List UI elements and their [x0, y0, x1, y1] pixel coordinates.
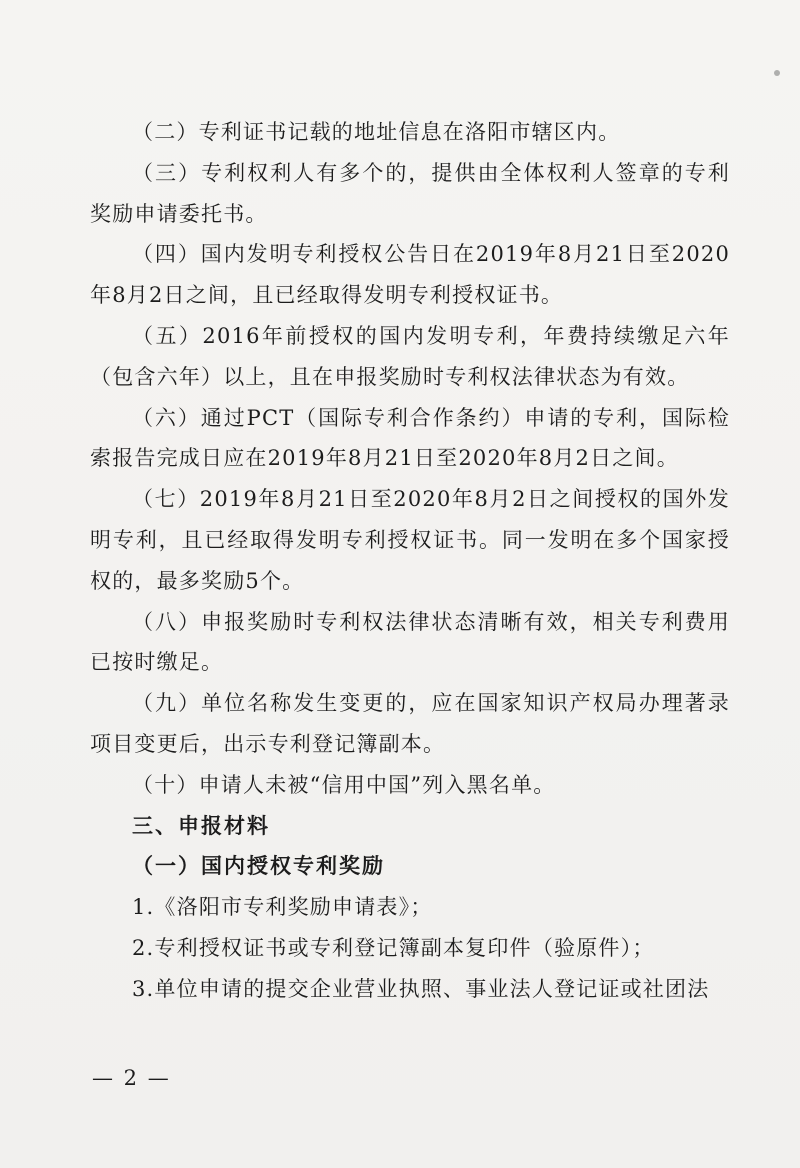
- paragraph-10: （十）申请人未被“信用中国”列入黑名单。: [132, 772, 556, 797]
- document-body: [90, 112, 730, 1010]
- paragraph-2: （二）专利证书记载的地址信息在洛阳市辖区内。: [132, 120, 621, 144]
- scan-speck: [774, 70, 780, 76]
- material-item-1: 1.《洛阳市专利奖励申请表》；: [132, 895, 433, 920]
- paragraph-4: （四）国内发明专利授权公告日在2019年8月21日至2020年8月2日之间，且已经取得发明专利授权证书。: [90, 242, 730, 308]
- paragraph-7: （七）2019年8月21日至2020年8月2日之间授权的国外发明专利，且已经取得发明专利授权证书。同一发明在多个国家授权的，最多奖励5个。: [90, 487, 730, 593]
- paragraph-8: （八）申报奖励时专利权法律状态清晰有效，相关专利费用已按时缴足。: [90, 609, 730, 675]
- material-item-3: 3.单位申请的提交企业营业执照、事业法人登记证或社团法: [132, 976, 710, 1001]
- paragraph-5: （五）2016年前授权的国内发明专利，年费持续缴足六年（包含六年）以上，且在申报奖励时专利权法律状态为有效。: [90, 323, 730, 389]
- material-item-2: 2.专利授权证书或专利登记簿副本复印件（验原件）；: [132, 935, 655, 960]
- page-number: — 2 —: [92, 1066, 171, 1090]
- paragraph-9: （九）单位名称发生变更的，应在国家知识产权局办理著录项目变更后，出示专利登记簿副本。: [90, 691, 730, 756]
- paragraph-3: （三）专利权利人有多个的，提供由全体权利人签章的专利奖励申请委托书。: [90, 160, 730, 226]
- subsection-heading: （一）国内授权专利奖励: [132, 854, 385, 879]
- paragraph-6: （六）通过PCT（国际专利合作条约）申请的专利，国际检索报告完成日应在2019年8月21日至2020年8月2日之间。: [90, 405, 730, 471]
- section-heading: 三、申报材料: [132, 813, 270, 838]
